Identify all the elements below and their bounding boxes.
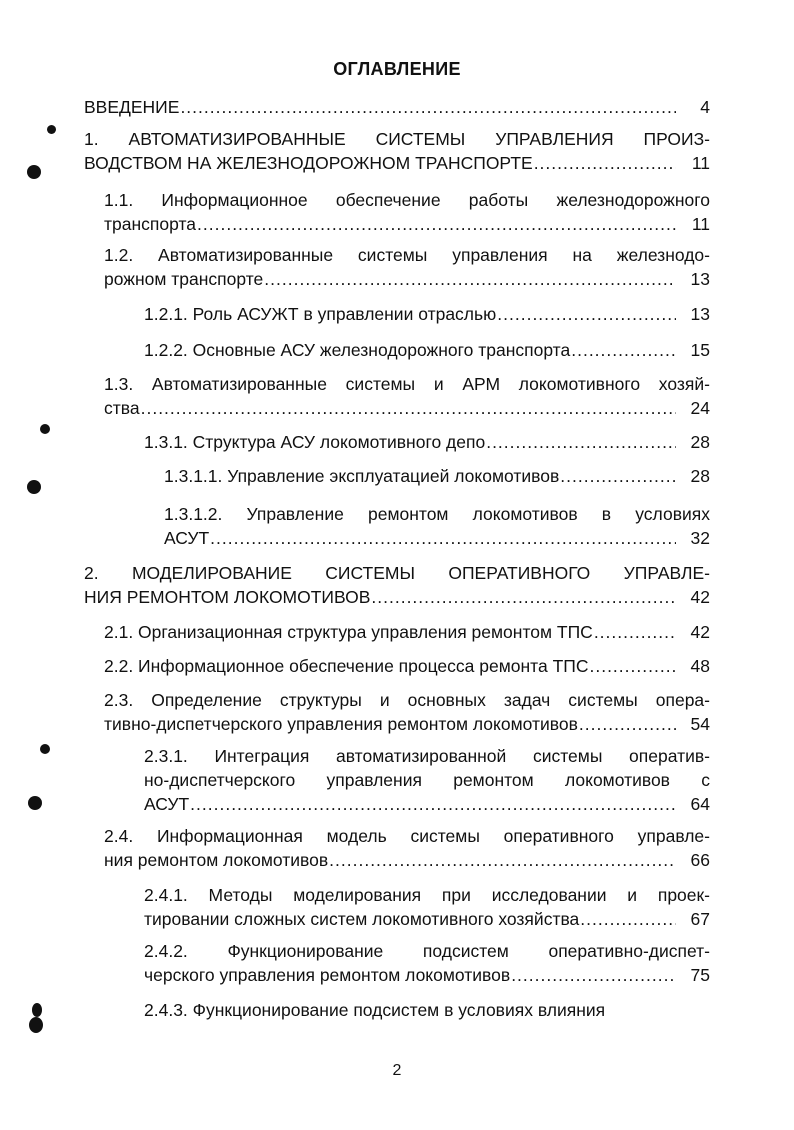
toc-entry[interactable] (104, 188, 710, 236)
binding-hole (27, 165, 41, 179)
dot-leader (571, 338, 676, 362)
toc-page-number: 11 (691, 214, 710, 234)
dot-leader (589, 654, 676, 678)
dot-leader (190, 792, 676, 816)
toc-entry-text: 1.3.1.2. Управление ремонтом локомотивов в условиях (164, 504, 710, 524)
toc-entry[interactable] (84, 127, 710, 175)
dot-leader (486, 430, 676, 454)
toc-page-number: 75 (690, 965, 710, 985)
toc-entry-text: 2.4.1. Методы моделирования при исследовании и проек- (144, 885, 710, 905)
toc-entry[interactable] (144, 744, 710, 816)
toc-page-number: 67 (690, 909, 710, 929)
dot-leader (594, 620, 676, 644)
toc-entry-text: ВОДСТВОМ НА ЖЕЛЕЗНОДОРОЖНОМ ТРАНСПОРТЕ (84, 153, 533, 173)
toc-page-number: 32 (690, 528, 710, 548)
toc-entry-text: 2.4.3. Функционирование подсистем в условиях влияния (144, 1000, 606, 1020)
toc-entry[interactable] (144, 430, 710, 454)
dot-leader (197, 212, 676, 236)
toc-entry[interactable] (164, 502, 710, 550)
toc-entry[interactable] (164, 464, 710, 488)
toc-entry[interactable] (104, 620, 710, 644)
toc-page-number: 66 (690, 850, 710, 870)
toc-entry-text: ния ремонтом локомотивов (104, 850, 329, 870)
toc-entry[interactable] (144, 883, 710, 931)
toc-entry-text: 1.2.1. Роль АСУЖТ в управлении отраслью (144, 304, 497, 324)
dot-leader (511, 963, 676, 987)
toc-entry-text: 1.3.1. Структура АСУ локомотивного депо (144, 432, 486, 452)
toc-page-number: 28 (690, 432, 710, 452)
toc-entry[interactable] (144, 302, 710, 326)
toc-entry-text: но-диспетчерского управления ремонтом локомотивов с (144, 770, 710, 790)
dot-leader (560, 464, 676, 488)
toc-page-number: 54 (690, 714, 710, 734)
binding-hole (27, 480, 41, 494)
toc-title: ОГЛАВЛЕНИЕ (333, 59, 461, 79)
toc-entry[interactable] (104, 824, 710, 872)
dot-leader (371, 585, 676, 609)
dot-leader (580, 907, 676, 931)
binding-hole (28, 796, 42, 810)
toc-entry-text: тивно-диспетчерского управления ремонтом локомотивов (104, 714, 578, 734)
toc-entry-text: АСУТ (144, 794, 190, 814)
toc-entry[interactable] (84, 561, 710, 609)
binding-hole (40, 424, 50, 434)
dot-leader (180, 95, 676, 119)
toc-page-number: 48 (690, 656, 710, 676)
toc-entry[interactable] (144, 939, 710, 987)
toc-entry-text: 1.2.2. Основные АСУ железнодорожного транспорта (144, 340, 571, 360)
toc-entry-text: ства (104, 398, 140, 418)
toc-entry[interactable] (144, 338, 710, 362)
toc-entry-text: НИЯ РЕМОНТОМ ЛОКОМОТИВОВ (84, 587, 371, 607)
toc-entry[interactable] (104, 688, 710, 736)
toc-entry-text: 1. АВТОМАТИЗИРОВАННЫЕ СИСТЕМЫ УПРАВЛЕНИЯ ПРОИЗ- (84, 129, 710, 149)
toc-page-number: 13 (690, 304, 710, 324)
dot-leader (329, 848, 676, 872)
toc-entry[interactable] (104, 243, 710, 291)
toc-entry-text: черского управления ремонтом локомотивов (144, 965, 511, 985)
toc-page-number: 28 (690, 466, 710, 486)
binding-hole (29, 1017, 43, 1033)
toc-entry-text: 2.4. Информационная модель системы оперативного управле- (104, 826, 710, 846)
binding-hole (32, 1003, 42, 1017)
binding-hole (47, 125, 56, 134)
toc-entry[interactable] (104, 372, 710, 420)
toc-entry[interactable] (84, 95, 710, 119)
toc-page-number: 24 (690, 398, 710, 418)
dot-leader (264, 267, 676, 291)
toc-page-number: 64 (690, 794, 710, 814)
toc-entry-text: ВВЕДЕНИЕ (84, 97, 180, 117)
toc-page-number: 4 (700, 97, 710, 117)
toc-entry-text: рожном транспорте (104, 269, 264, 289)
page-number: 2 (392, 1062, 402, 1079)
dot-leader (579, 712, 676, 736)
dot-leader (534, 151, 676, 175)
dot-leader (210, 526, 676, 550)
toc-page-number: 15 (690, 340, 710, 360)
toc-entry-text: транспорта (104, 214, 197, 234)
toc-entry-text: 1.1. Информационное обеспечение работы железнодорожного (104, 190, 710, 210)
toc-entry-text: 1.2. Автоматизированные системы управления на железнодо- (104, 245, 710, 265)
toc-entry-text: 2.1. Организационная структура управления ремонтом ТПС (104, 622, 593, 642)
toc-entry[interactable] (104, 654, 710, 678)
toc-page-number: 42 (690, 587, 710, 607)
toc-entry-text: 2.3.1. Интеграция автоматизированной системы оператив- (144, 746, 710, 766)
toc-entry-text: АСУТ (164, 528, 210, 548)
toc-entry-text: 1.3. Автоматизированные системы и АРМ локомотивного хозяй- (104, 374, 710, 394)
toc-entry-text: 1.3.1.1. Управление эксплуатацией локомотивов (164, 466, 560, 486)
toc-entry-text: 2.3. Определение структуры и основных задач системы опера- (104, 690, 710, 710)
binding-hole (40, 744, 50, 754)
toc-entry-text: 2. МОДЕЛИРОВАНИЕ СИСТЕМЫ ОПЕРАТИВНОГО УПРАВЛЕ- (84, 563, 710, 583)
toc-page-number: 11 (691, 153, 710, 173)
toc-entry-text: тировании сложных систем локомотивного хозяйства (144, 909, 580, 929)
dot-leader (497, 302, 676, 326)
toc-entry-text: 2.2. Информационное обеспечение процесса ремонта ТПС (104, 656, 589, 676)
dot-leader (141, 396, 676, 420)
toc-page-number: 42 (690, 622, 710, 642)
toc-page-number: 13 (690, 269, 710, 289)
toc-entry[interactable] (144, 998, 710, 1022)
toc-entry-text: 2.4.2. Функционирование подсистем оперативно-диспет- (144, 941, 710, 961)
